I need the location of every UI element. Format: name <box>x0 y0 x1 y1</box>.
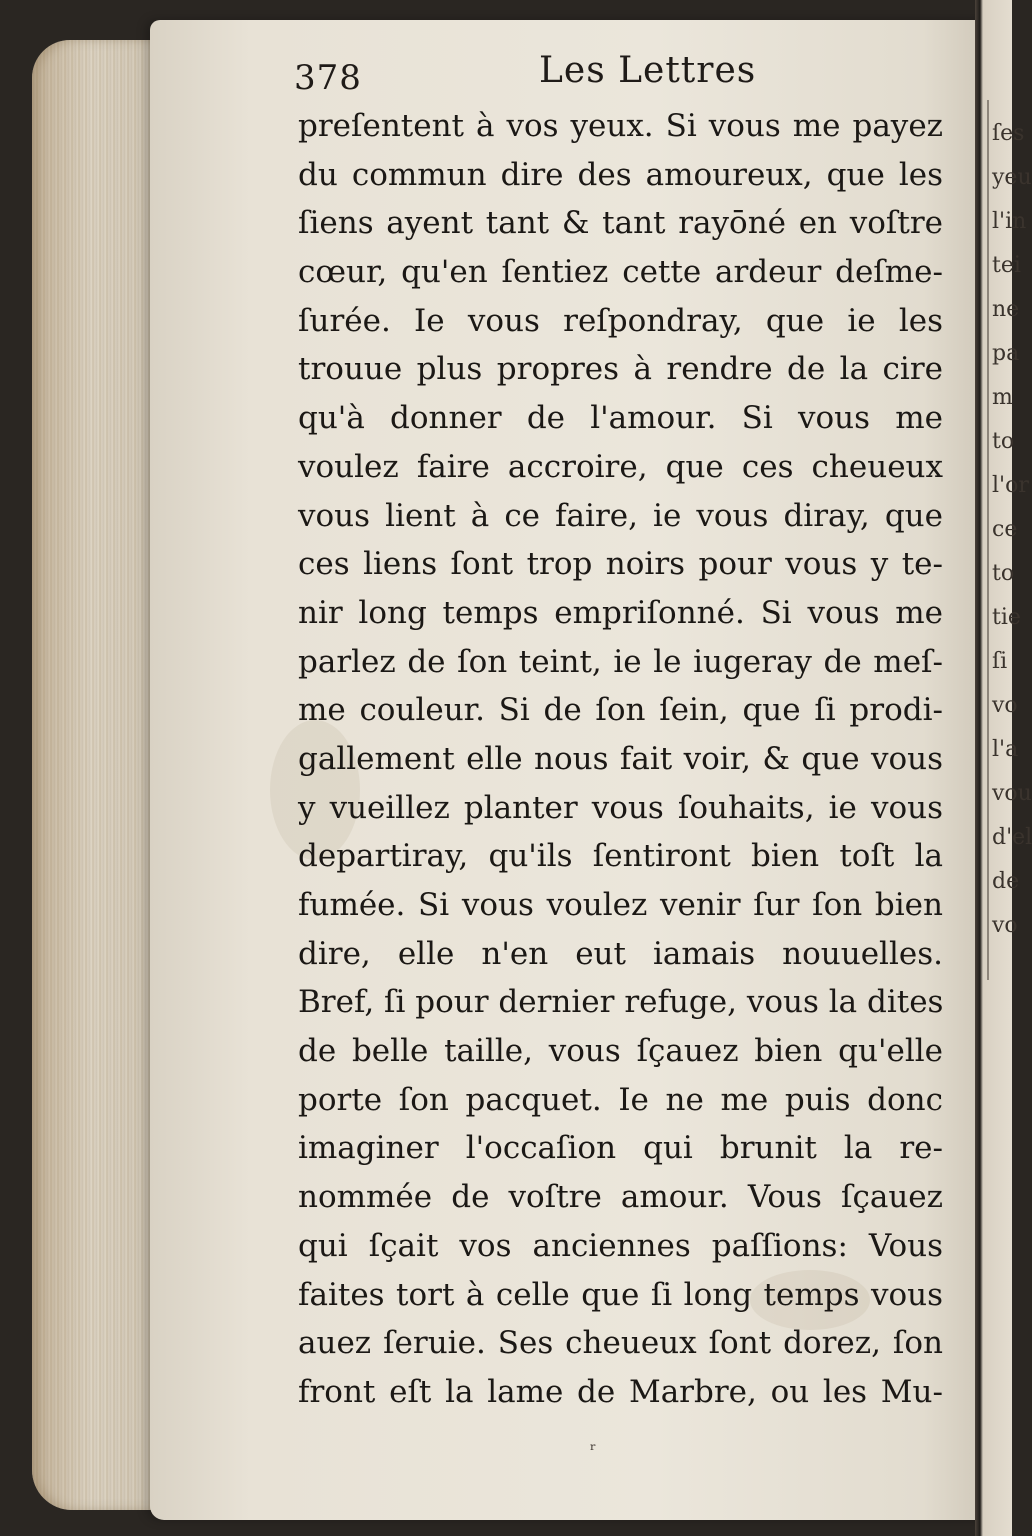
page-body-text <box>298 102 943 1417</box>
text-line: parlez de ſon teint, ie le iugeray de meſ- <box>298 643 943 680</box>
text-line: nommée de voſtre amour. Vous ſçauez <box>298 1179 943 1216</box>
facing-page-fragment: tie <box>992 605 1021 630</box>
facing-page-fragment: de <box>992 869 1020 894</box>
text-line: imaginer l'occaſion qui brunit la re- <box>298 1130 943 1167</box>
text-line: ſurée. Ie vous reſpondray, que ie les <box>298 302 943 339</box>
facing-page-fragments <box>992 112 1032 948</box>
text-line: porte ſon pacquet. Ie ne me puis donc <box>298 1081 943 1118</box>
facing-page-fragment: l'a <box>992 737 1019 762</box>
text-line: de belle taille, vous ſçauez bien qu'elle <box>298 1033 943 1070</box>
text-line: Bref, ſi pour dernier refuge, vous la dites <box>298 984 944 1021</box>
facing-page-fragment: vo <box>992 913 1018 938</box>
facing-page-fragment: ſes <box>992 121 1025 146</box>
facing-page-fragment: to <box>992 561 1015 586</box>
facing-page-fragment: vou <box>992 781 1032 806</box>
text-line: nir long temps empriſonné. Si vous me <box>298 594 943 631</box>
facing-page-fragment: ſi <box>992 649 1008 674</box>
text-line: preſentent à vos yeux. Si vous me payez <box>298 108 943 144</box>
facing-page-fragment: vo <box>992 693 1018 718</box>
text-line: front eſt la lame de Marbre, ou les Mu- <box>298 1373 943 1410</box>
text-line: vous lient à ce faire, ie vous diray, que <box>298 497 943 534</box>
text-line: trouue plus propres à rendre de la cire <box>298 351 943 388</box>
facing-page-fragment: ce <box>992 517 1018 542</box>
facing-page-fragment: l'or <box>992 473 1029 498</box>
facing-page-fragment: ne <box>992 297 1020 322</box>
running-title: Les Lettres <box>539 50 757 91</box>
text-line: gallement elle nous fait voir, & que vous <box>298 740 943 777</box>
gutter-rule <box>987 100 989 980</box>
text-line: departiray, qu'ils ſentiront bien toſt la <box>298 838 943 875</box>
facing-page-fragment: yeu <box>992 165 1032 190</box>
text-line: dire, elle n'en eut iamais nouuelles. <box>298 935 943 972</box>
text-line: qu'à donner de l'amour. Si vous me <box>298 400 943 437</box>
facing-page-fragment: to <box>992 429 1015 454</box>
text-line: du commun dire des amoureux, que les <box>298 156 943 193</box>
text-line: y vueillez planter vous ſouhaits, ie vous <box>298 789 943 826</box>
facing-page-fragment: pa <box>992 341 1020 366</box>
facing-page-fragment: d'el <box>992 825 1032 850</box>
text-line: voulez faire accroire, que ces cheueux <box>298 448 943 485</box>
text-line: qui ſçait vos anciennes paſſions: Vous <box>298 1227 943 1264</box>
facing-page-fragment: m <box>992 385 1013 410</box>
printer-mark: ʳ <box>590 1440 597 1461</box>
facing-page-fragment: l'in <box>992 209 1027 234</box>
text-line: ces liens ſont trop noirs pour vous y te- <box>298 546 943 583</box>
text-line: ſiens ayent tant & tant rayōné en voſtre <box>298 205 943 242</box>
text-line: faites tort à celle que ſi long temps vous <box>298 1276 943 1313</box>
facing-page-fragment: tei <box>992 253 1021 278</box>
running-head <box>294 50 934 110</box>
text-line: me couleur. Si de ſon ſein, que ſi prodi- <box>298 692 943 729</box>
text-line: auez ſeruie. Ses cheueux ſont dorez, ſon <box>298 1325 943 1362</box>
page-number: 378 <box>294 58 362 98</box>
text-line: cœur, qu'en ſentiez cette ardeur deſme- <box>298 254 943 291</box>
text-line: fumée. Si vous voulez venir ſur ſon bien <box>298 887 943 923</box>
